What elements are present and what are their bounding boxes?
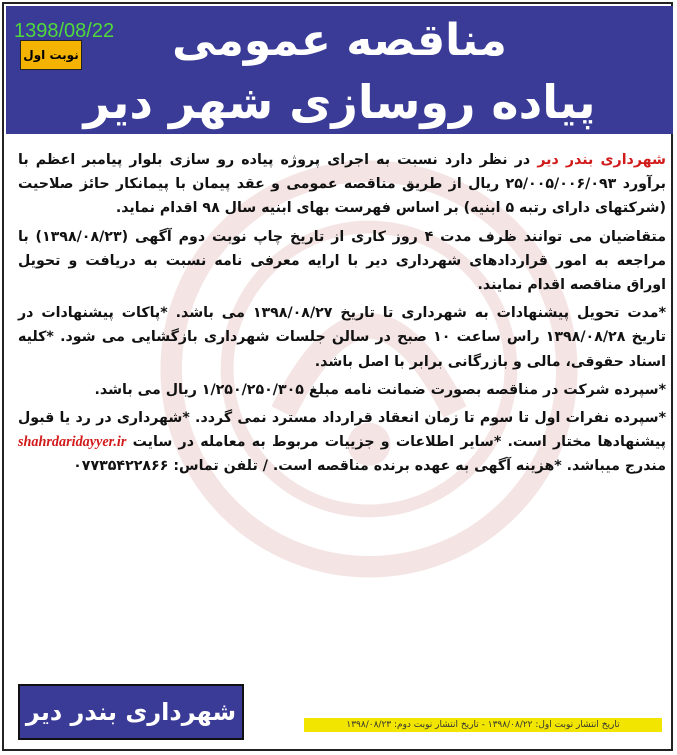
paragraph-1-text: در نظر دارد نسبت به اجرای پروژه پیاده رو سازی بلوار پیامبر اعظم با برآورد ۲۵/۰۰۵/۰۰۶/۰۹۳ ریال از طریق مناقصه عمومی و عقد پیمان با پیمانکار حائز صلاحیت (شرکتهای دارای رتبه ۵ ابنیه) بر اساس فهرست بهای ابنیه سال ۹۸ اقدام نماید. [18, 152, 666, 217]
notice-badge: نوبت اول [20, 40, 82, 70]
paragraph-4: *سپرده شرکت در مناقصه بصورت ضمانت نامه مبلغ ۱/۲۵۰/۲۵۰/۳۰۵ ریال می باشد. [94, 381, 666, 398]
title-line1: مناقصه عمومی [172, 15, 507, 66]
paragraph-3: *مدت تحویل پیشنهادات به شهرداری تا تاریخ ۱۳۹۸/۰۸/۲۷ می باشد. *پاکات پیشنهادات در تاریخ ۱۳۹۸/۰۸/۲۸ راس ساعت ۱۰ صبح در سالن جلسات شهرداری بازگشایی می شود. *کلیه اسناد حقوقی، مالی و بازرگانی برابر با اصل باشد. [18, 305, 666, 370]
paragraph-1 [18, 148, 666, 221]
paragraph-2: متقاضیان می توانند ظرف مدت ۴ روز کاری از تاریخ چاپ نوبت دوم آگهی (۱۳۹۸/۰۸/۲۳) با مراجعه به امور قراردادهای شهرداری دیر با ارایه معرفی نامه نسبت به دریافت و تحویل اوراق مناقصه اقدام نمایند. [18, 228, 667, 294]
signature-box: شهرداری بندر دیر [18, 684, 244, 740]
paragraph-5 [18, 406, 666, 479]
ad-frame [2, 2, 673, 751]
ad-body [18, 148, 666, 678]
title-line2: پیاده روسازی شهر دیر [83, 75, 596, 129]
municipality-name: شهرداری بندر دیر [537, 152, 666, 168]
publication-note: تاریخ انتشار نوبت اول: ۱۳۹۸/۰۸/۲۲ - تاریخ انتشار نوبت دوم: ۱۳۹۸/۰۸/۲۳ [304, 718, 662, 732]
website-link[interactable]: shahrdaridayyer.ir [18, 434, 127, 451]
publish-date: 1398/08/22 [14, 20, 115, 42]
paragraph-5-text-b: مندرج میباشد. *هزینه آگهی به عهده برنده مناقصه است. / تلفن تماس: ۰۷۷۳۵۴۲۲۸۶۶ [73, 458, 666, 475]
paragraph-5-text-a: *سپرده نفرات اول تا سوم تا زمان انعقاد قرارداد مسترد نمی گردد. *شهرداری در رد یا قبول پیشنهادها مختار است. *سایر اطلاعات و جزییات مربوط به معامله در سایت [18, 410, 666, 451]
